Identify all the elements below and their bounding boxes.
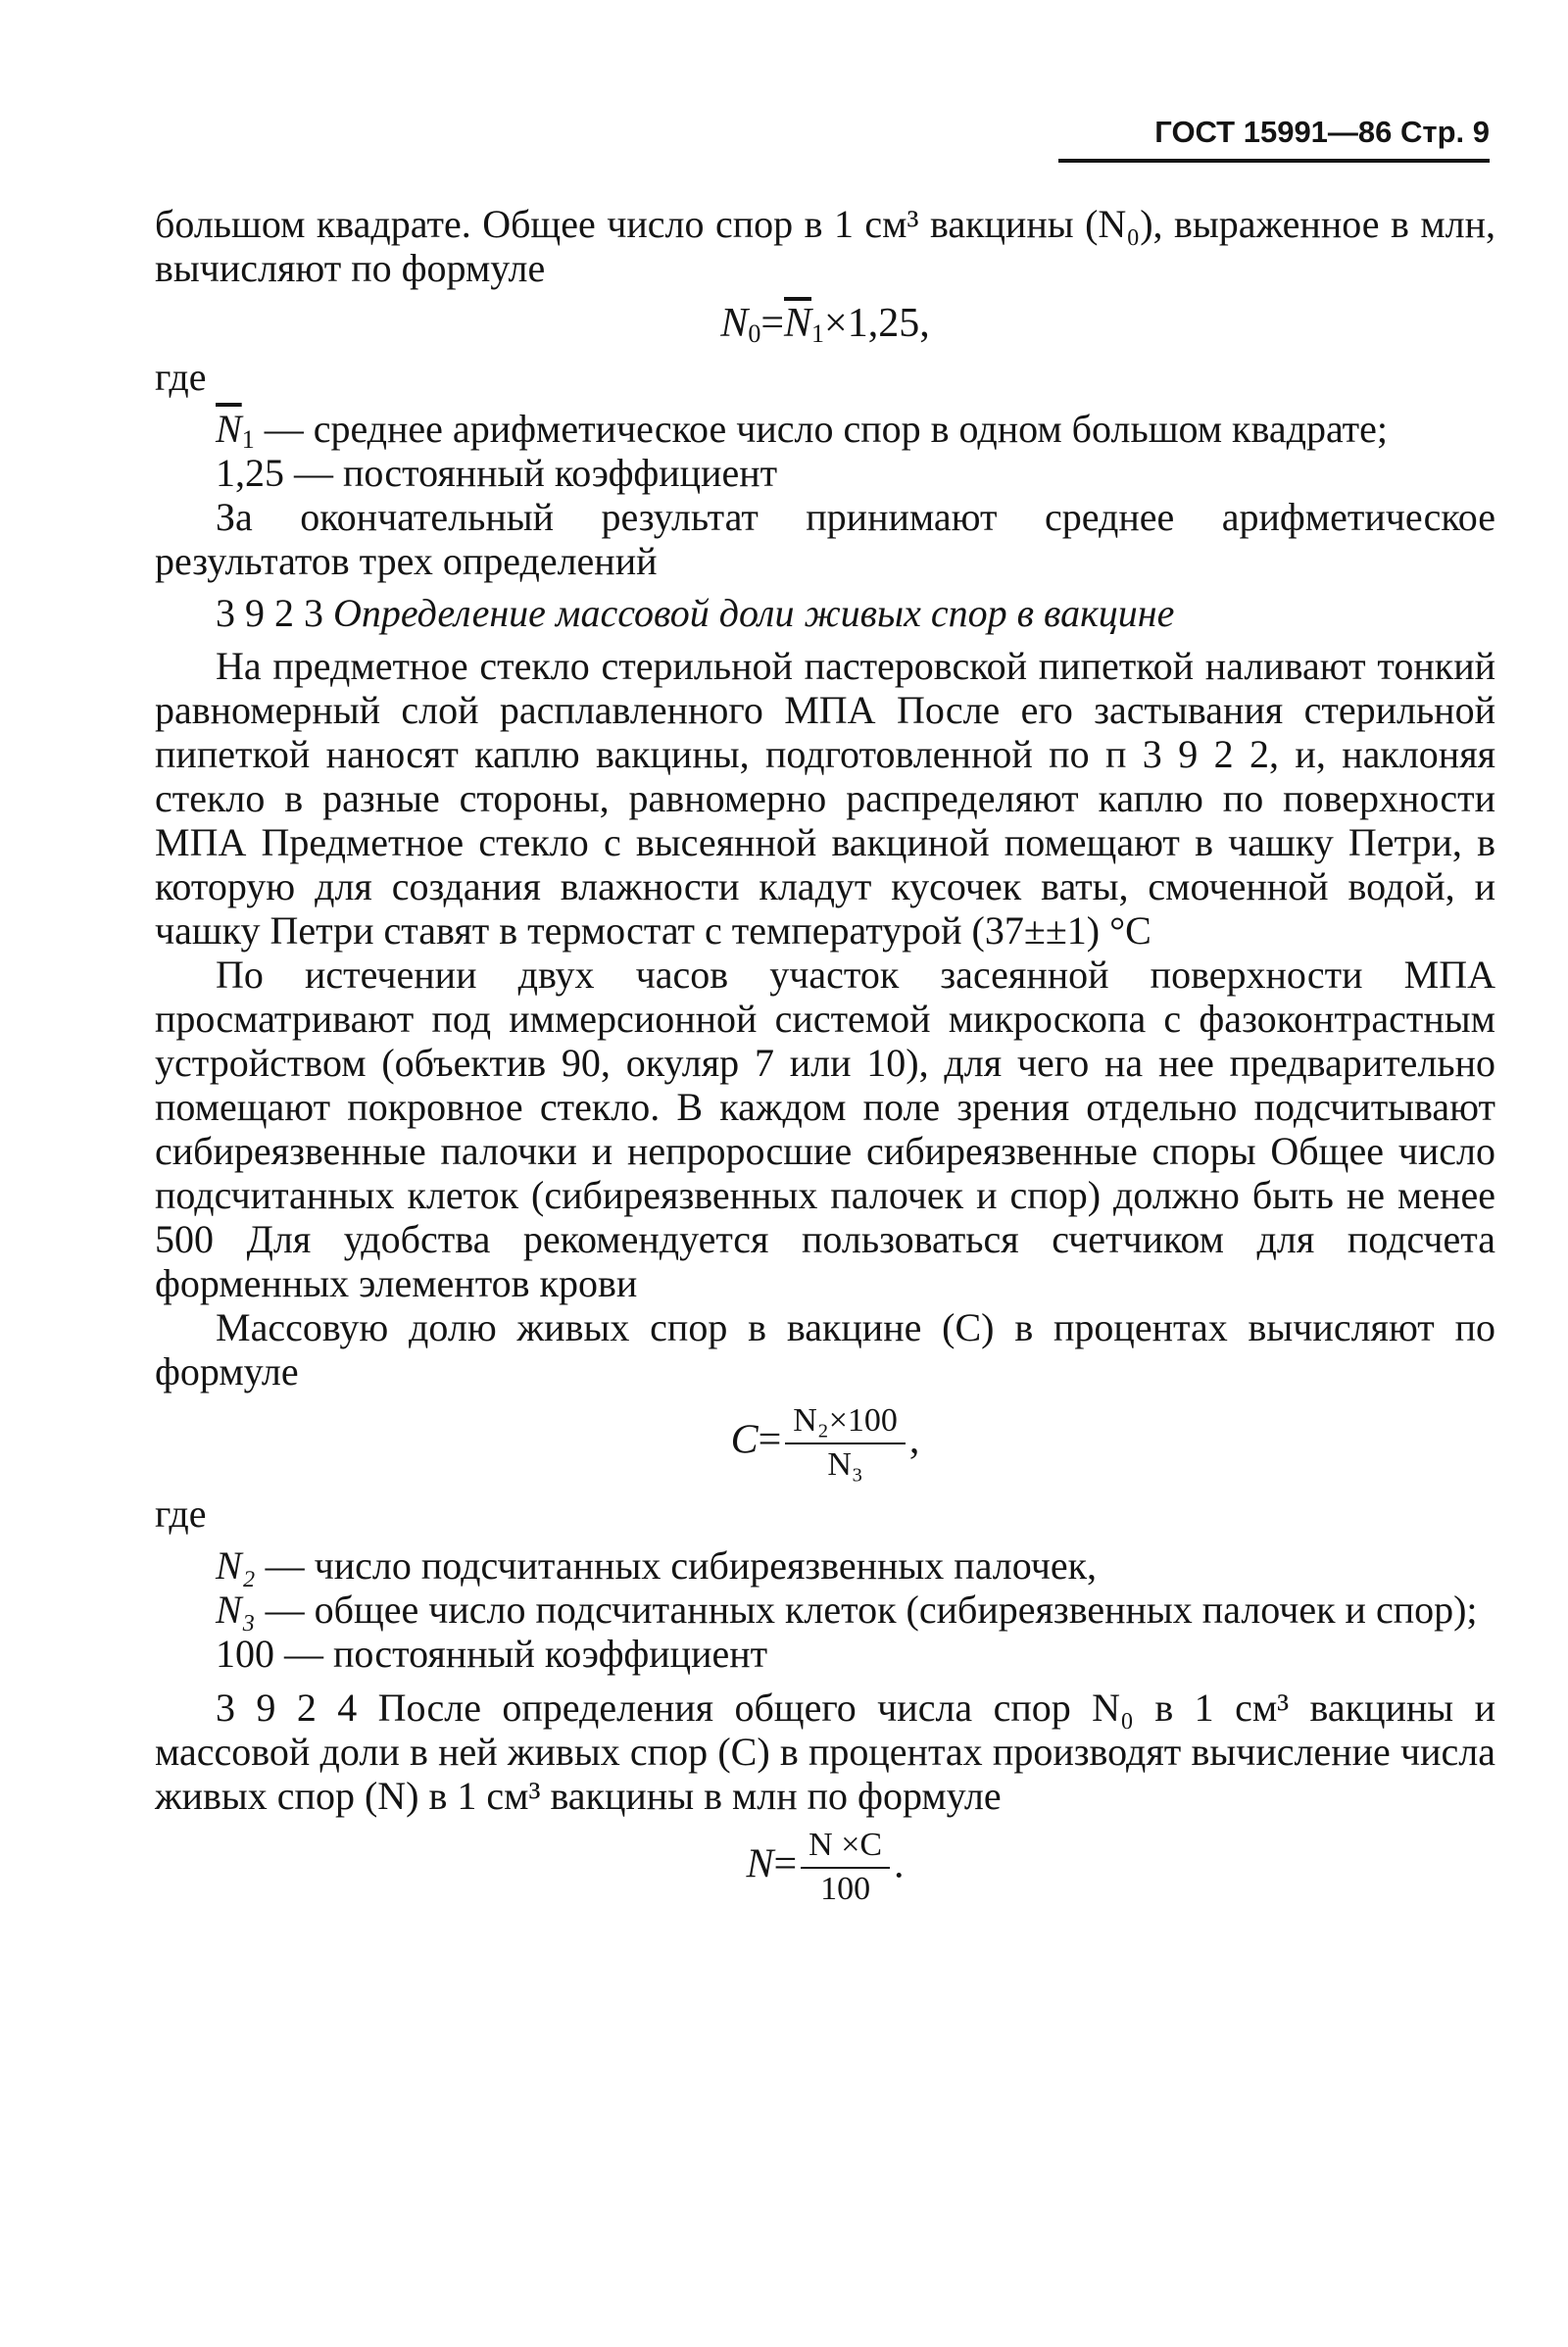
formula-n0-var-sub: 1 xyxy=(811,319,825,348)
formula-c-numerator: N₂×100 xyxy=(785,1401,906,1444)
definition-n3: N₃ — общее число подсчитанных клеток (сибиреязвенных палочек и спор); xyxy=(216,1588,1495,1632)
paragraph-5: Массовую долю живых спор в вакцине (С) в процентах вычисляют по формуле xyxy=(155,1305,1495,1394)
definition-n1-symbol: $\overline{N}$ xyxy=(216,407,242,451)
paragraph-6: 3 9 2 4 После определения общего числа спор N₀ в 1 см³ вакцины и массовой доли в ней живых спор (С) в процентах производят вычисление числа живых спор (N) в 1 см³ вакцины в млн по формуле xyxy=(155,1686,1495,1818)
formula-n0-eq: = xyxy=(760,301,784,346)
definition-n2-symbol: N₂ xyxy=(216,1543,256,1588)
definition-n2-text: число подсчитанных сибиреязвенных палочек, xyxy=(314,1543,1098,1588)
definition-n1-symbol-sub: 1 xyxy=(241,425,255,454)
formula-n0 xyxy=(155,298,1495,349)
formula-c-tail: , xyxy=(908,1417,920,1463)
formula-n-denominator: 100 xyxy=(820,1871,871,1907)
paragraph-4: По истечении двух часов участок засеянной поверхности МПА просматривают под иммерсионной системой микроскопа с фазоконтрастным устройством (объектив 90, окуляр 7 или 10), для чего на нее предварительно помещают покровное стекло. В каждом поле зрения отдельно подсчитывают сибиреязвенные палочки и непроросшие сибиреязвенные споры Общее число подсчитанных клеток (сибиреязвенных палочек и спор) должно быть не менее 500 Для удобства рекомендуется пользоваться счетчиком для подсчета форменных элементов крови xyxy=(155,953,1495,1305)
document-body xyxy=(155,202,1495,1916)
paragraph-3: На предметное стекло стерильной пастеровской пипеткой наливают тонкий равномерный слой расплавленного МПА После его застывания стерильной пипеткой наносят каплю вакцины, подготовленной по п 3 9 2 2, и, наклоняя стекло в разные стороны, равномерно распределяют каплю по поверхности МПА Предметное стекло с высеянной вакциной помещают в чашку Петри, в которую для создания влажности кладут кусочек ваты, смоченной водой, и чашку Петри ставят в термостат с температурой (37±±1) °С xyxy=(155,644,1495,953)
formula-c xyxy=(155,1401,1495,1486)
definition-100: 100 — постоянный коэффициент xyxy=(216,1632,1495,1676)
definition-n1-text: среднее арифметическое число спор в одном большом квадрате; xyxy=(313,407,1389,451)
formula-n-lhs: N xyxy=(746,1841,774,1887)
definition-n3-text: общее число подсчитанных клеток (сибиреязвенных палочек и спор); xyxy=(314,1588,1478,1632)
definition-n3-symbol: N₃ xyxy=(216,1588,256,1632)
definition-100-text: постоянный коэффициент xyxy=(333,1632,768,1676)
formula-n0-var: $\overline{N}$ xyxy=(784,301,812,346)
section-3923-heading xyxy=(155,589,1495,638)
definition-125-symbol: 1,25 xyxy=(216,451,284,495)
definition-125-text: постоянный коэффициент xyxy=(343,451,778,495)
formula-n xyxy=(155,1826,1495,1910)
page-header: ГОСТ 15991—86 Стр. 9 xyxy=(1058,110,1490,163)
formula-n-numerator: N ×C xyxy=(801,1826,890,1869)
formula-n-eq: = xyxy=(773,1841,798,1887)
paragraph-1: большом квадрате. Общее число спор в 1 см³ вакцины (N₀), выраженное в млн, вычисляют по формуле xyxy=(155,202,1495,290)
formula-c-denominator: N₃ xyxy=(827,1446,863,1483)
definition-125: 1,25 — постоянный коэффициент xyxy=(216,451,1495,495)
definition-n2: N₂ — число подсчитанных сибиреязвенных палочек, xyxy=(216,1543,1495,1588)
formula-n0-lhs: N xyxy=(720,301,749,346)
definition-n1: $\overline{N}_1$ — среднее арифметическое число спор в одном большом квадрате; xyxy=(216,407,1495,451)
formula-c-eq: = xyxy=(758,1417,782,1463)
where-label-2: где xyxy=(155,1491,207,1536)
paragraph-2: За окончательный результат принимают среднее арифметическое результатов трех определений xyxy=(155,495,1495,583)
formula-c-fraction xyxy=(785,1401,906,1486)
section-3923-title: Определение массовой доли живых спор в вакцине xyxy=(333,591,1175,635)
where-label-1: где xyxy=(155,355,207,399)
formula-c-lhs: C xyxy=(730,1417,759,1463)
formula-n-fraction xyxy=(801,1826,890,1910)
formula-n-tail: . xyxy=(894,1841,905,1887)
section-3923-number: 3 9 2 3 xyxy=(216,591,323,635)
formula-n0-lhs-sub: 0 xyxy=(748,319,761,348)
definition-100-symbol: 100 xyxy=(216,1632,274,1676)
formula-n0-rest: ×1,25, xyxy=(824,301,930,346)
